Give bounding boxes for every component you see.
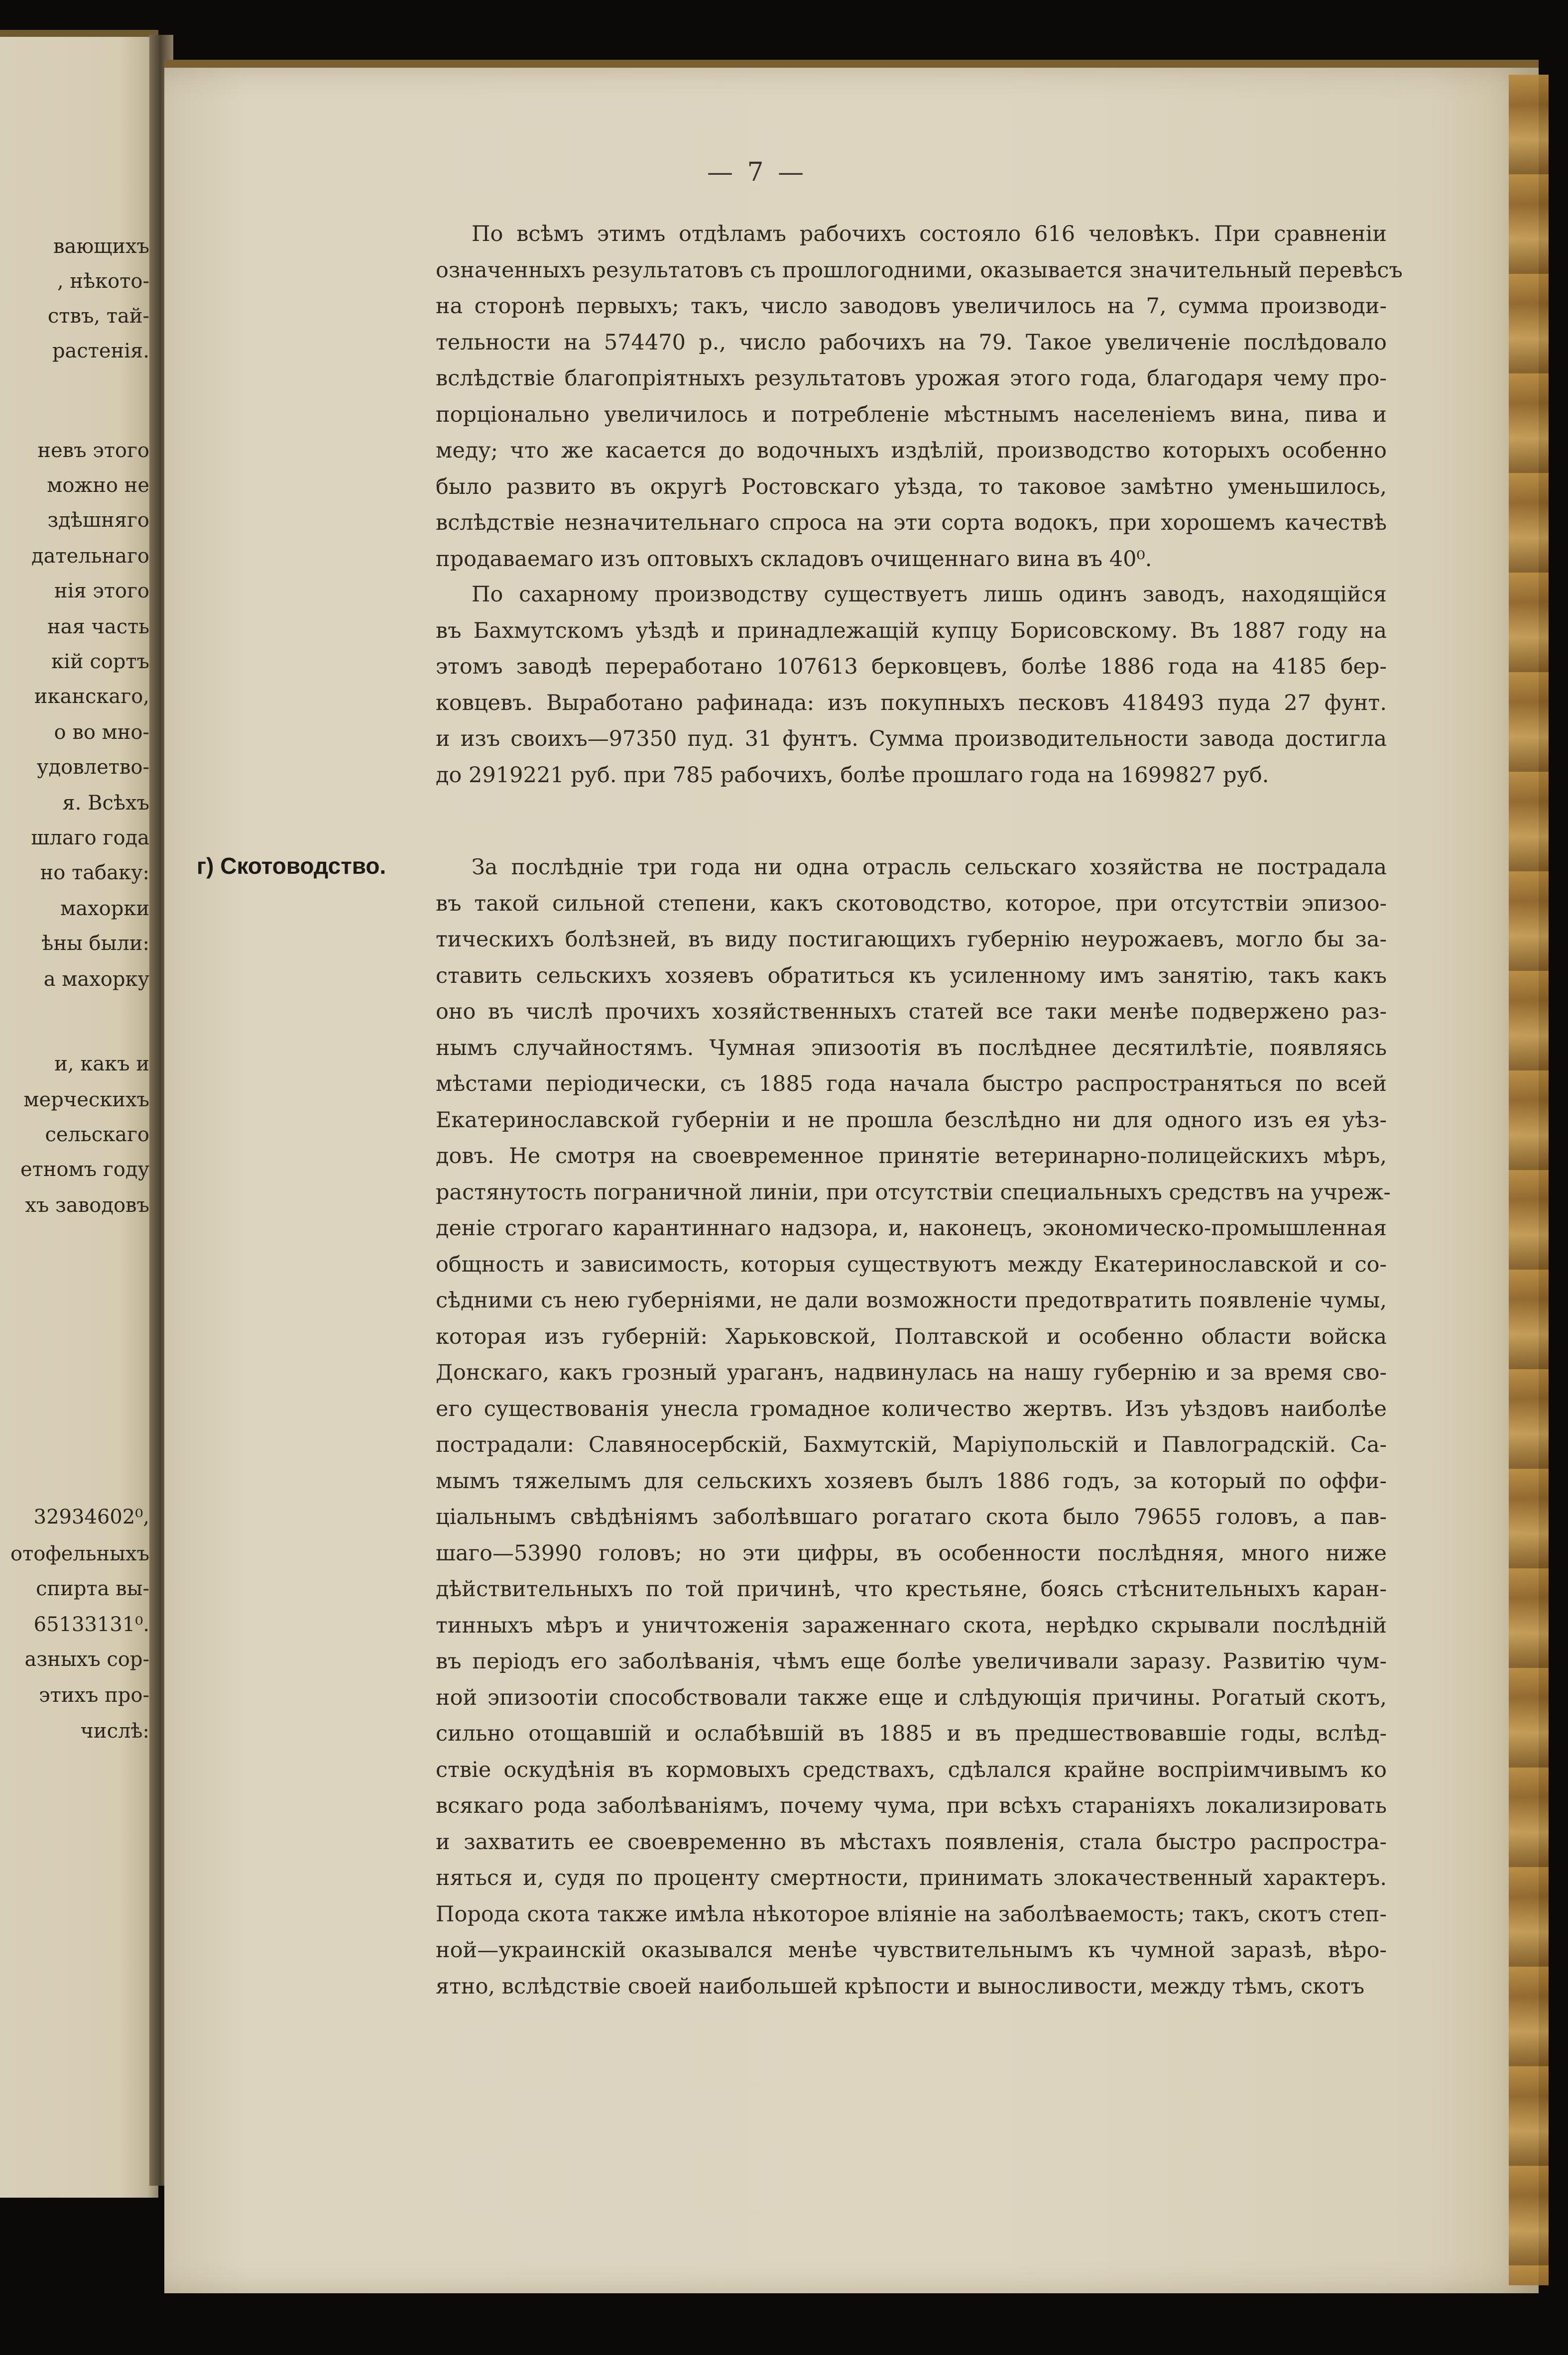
left-page-line: , нѣкото- bbox=[57, 270, 149, 293]
text-line: довъ. Не смотря на своевременное принятіе ветеринарно-полицейскихъ мѣръ, bbox=[436, 1144, 1387, 1169]
section-heading-livestock: г) Скотоводство. bbox=[197, 853, 386, 879]
left-page-line: ная часть bbox=[47, 615, 149, 638]
text-line: Екатеринославской губерніи и не прошла безслѣдно ни для одного изъ ея уѣз- bbox=[436, 1107, 1387, 1133]
left-page-line: 32934602⁰, bbox=[33, 1506, 149, 1529]
left-page-line: отофельныхъ bbox=[10, 1542, 149, 1565]
left-page-line: удовлетво- bbox=[36, 756, 149, 779]
text-line: тельности на 574470 р., число рабочихъ на 79. Такое увеличеніе послѣдовало bbox=[436, 330, 1387, 355]
page-edge bbox=[1509, 75, 1549, 2285]
left-page-line: махорки bbox=[60, 897, 149, 920]
left-page-line: числѣ: bbox=[80, 1720, 149, 1743]
left-page-line: ствъ, тай- bbox=[47, 305, 149, 328]
text-line: всякаго рода заболѣваніямъ, почему чума, при всѣхъ стараніяхъ локализировать bbox=[436, 1793, 1387, 1818]
left-page-line: кій сортъ bbox=[51, 650, 149, 673]
left-page-line: азныхъ сор- bbox=[24, 1648, 149, 1671]
left-page-line: спирта вы- bbox=[36, 1577, 149, 1600]
page-number: — 7 — bbox=[707, 157, 807, 187]
text-line: означенныхъ результатовъ съ прошлогодними, оказывается значительный перевѣсъ bbox=[436, 257, 1403, 283]
text-line: тинныхъ мѣръ и уничтоженія зараженнаго скота, нерѣдко скрывали послѣдній bbox=[436, 1613, 1387, 1638]
text-line: растянутость пограничной линіи, при отсутствіи специальныхъ средствъ на учреж- bbox=[436, 1179, 1391, 1205]
text-line: ствіе оскудѣнія въ кормовыхъ средствахъ, сдѣлался крайне воспріимчивымъ ко bbox=[436, 1757, 1387, 1782]
text-line: ной—украинскій оказывался менѣе чувствительнымъ къ чумной заразѣ, вѣро- bbox=[436, 1938, 1387, 1963]
left-page-line: растенія. bbox=[52, 340, 149, 362]
text-line: ковцевъ. Выработано рафинада: изъ покупныхъ песковъ 418493 пуда 27 фунт. bbox=[436, 690, 1387, 715]
text-line: общность и зависимость, которыя существуютъ между Екатеринославской и со- bbox=[436, 1252, 1387, 1277]
left-page-line: шлаго года bbox=[31, 826, 149, 849]
text-line: было развито въ округѣ Ростовскаго уѣзда, то таковое замѣтно уменьшилось, bbox=[436, 474, 1387, 499]
text-line: вслѣдствіе благопріятныхъ результатовъ урожая этого года, благодаря чему про- bbox=[436, 366, 1387, 391]
text-line: меду; что же касается до водочныхъ издѣлій, производство которыхъ особенно bbox=[436, 438, 1387, 463]
left-page-line: мерческихъ bbox=[23, 1088, 149, 1111]
left-page-line: о во мно- bbox=[54, 721, 149, 744]
left-page-line: можно не bbox=[47, 474, 149, 497]
left-page-line: этихъ про- bbox=[39, 1684, 149, 1707]
text-line: которая изъ губерній: Харьковской, Полтавской и особенно области войска bbox=[436, 1324, 1387, 1349]
left-page-line: а махорку bbox=[43, 968, 149, 991]
text-line: За послѣдніе три года ни одна отрасль сельскаго хозяйства не пострадала bbox=[472, 855, 1387, 880]
text-line: По всѣмъ этимъ отдѣламъ рабочихъ состояло 616 человѣкъ. При сравненіи bbox=[472, 222, 1387, 246]
text-line: нымъ случайностямъ. Чумная эпизоотія въ послѣднее десятилѣтіе, появляясь bbox=[436, 1035, 1387, 1060]
left-page bbox=[0, 30, 158, 2198]
left-page-line: нія этого bbox=[54, 580, 149, 602]
text-line: продаваемаго изъ оптовыхъ складовъ очищеннаго вина въ 40⁰. bbox=[436, 546, 1152, 572]
text-line: и захватить ее своевременно въ мѣстахъ появленія, стала быстро распростра- bbox=[436, 1829, 1387, 1855]
text-line: Порода скота также имѣла нѣкоторое вліяніе на заболѣваемость; такъ, скотъ степ- bbox=[436, 1901, 1387, 1927]
left-page-line: иканскаго, bbox=[34, 685, 149, 708]
text-line: на сторонѣ первыхъ; такъ, число заводовъ увеличилось на 7, сумма производи- bbox=[436, 294, 1387, 319]
text-line: Донскаго, какъ грозный ураганъ, надвинулась на нашу губернію и за время сво- bbox=[436, 1360, 1387, 1385]
left-page-line: невъ этого bbox=[37, 439, 149, 462]
left-page-line: но табаку: bbox=[40, 861, 149, 884]
left-page-line: я. Всѣхъ bbox=[62, 792, 149, 815]
text-line: сильно отощавшій и ослабѣвшій въ 1885 и въ предшествовавшіе годы, вслѣд- bbox=[436, 1721, 1387, 1746]
text-line: мымъ тяжелымъ для сельскихъ хозяевъ былъ 1886 годъ, за который по оффи- bbox=[436, 1468, 1387, 1494]
text-line: вслѣдствіе незначительнаго спроса на эти сорта водокъ, при хорошемъ качествѣ bbox=[436, 510, 1387, 535]
text-line: тическихъ болѣзней, въ виду постигающихъ губернію неурожаевъ, могло бы за- bbox=[436, 927, 1387, 952]
text-line: въ такой сильной степени, какъ скотоводство, которое, при отсутствіи эпизоо- bbox=[436, 891, 1387, 916]
left-page-line: дательнаго bbox=[31, 545, 149, 568]
text-line: его существованія унесла громадное количество жертвъ. Изъ уѣздовъ наиболѣе bbox=[436, 1396, 1387, 1421]
text-line: няться и, судя по проценту смертности, принимать злокачественный характеръ. bbox=[436, 1866, 1387, 1890]
text-line: сѣдними съ нею губерніями, не дали возможности предотвратить появленіе чумы, bbox=[436, 1288, 1387, 1313]
text-line: мѣстами періодически, съ 1885 года начала быстро распространяться по всей bbox=[436, 1071, 1387, 1096]
text-line: ной эпизоотіи способствовали также еще и слѣдующія причины. Рогатый скотъ, bbox=[436, 1685, 1387, 1710]
text-line: порціонально увеличилось и потребленіе мѣстнымъ населеніемъ вина, пива и bbox=[436, 402, 1387, 427]
text-line: ятно, вслѣдствіе своей наибольшей крѣпости и выносливости, между тѣмъ, скотъ bbox=[436, 1974, 1365, 1999]
text-line: шаго—53990 головъ; но эти цифры, въ особенности послѣдняя, много ниже bbox=[436, 1540, 1387, 1566]
paragraph bbox=[436, 849, 1391, 2004]
left-page-line: здѣшняго bbox=[47, 509, 149, 532]
left-page-line: вающихъ bbox=[53, 235, 149, 258]
text-line: въ Бахмутскомъ уѣздѣ и принадлежащій купцу Борисовскому. Въ 1887 году на bbox=[436, 618, 1387, 643]
paragraph bbox=[436, 577, 1387, 793]
text-line: ставить сельскихъ хозяевъ обратиться къ усиленному имъ занятію, такъ какъ bbox=[436, 963, 1387, 988]
text-line: По сахарному производству существуетъ лишь одинъ заводъ, находящійся bbox=[472, 582, 1387, 607]
text-line: дѣйствительныхъ по той причинѣ, что крестьяне, боясь стѣснительныхъ каран- bbox=[436, 1577, 1387, 1602]
text-line: въ періодъ его заболѣванія, чѣмъ еще болѣе увеличивали заразу. Развитію чум- bbox=[436, 1649, 1387, 1674]
left-page-line: хъ заводовъ bbox=[25, 1194, 149, 1217]
left-page-line: 65133131⁰. bbox=[33, 1613, 149, 1636]
text-line: этомъ заводѣ переработано 107613 берковцевъ, болѣе 1886 года на 4185 бер- bbox=[436, 654, 1387, 679]
text-line: до 2919221 руб. при 785 рабочихъ, болѣе прошлаго года на 1699827 руб. bbox=[436, 762, 1269, 788]
text-line: и изъ своихъ—97350 пуд. 31 фунтъ. Сумма производительности завода достигла bbox=[436, 726, 1387, 751]
text-line: деніе строгаго карантиннаго надзора, и, наконецъ, экономическо-промышленная bbox=[436, 1216, 1387, 1241]
left-page-line: ѣны были: bbox=[41, 932, 149, 955]
left-page-line: и, какъ и bbox=[54, 1053, 149, 1075]
text-line: пострадали: Славяносербскій, Бахмутскій, Маріупольскій и Павлоградскій. Са- bbox=[436, 1432, 1387, 1457]
text-line: оно въ числѣ прочихъ хозяйственныхъ статей все таки менѣе подвержено раз- bbox=[436, 999, 1387, 1024]
text-line: ціальнымъ свѣдѣніямъ заболѣвшаго рогатаго скота было 79655 головъ, а пав- bbox=[436, 1505, 1387, 1530]
paragraph bbox=[436, 216, 1403, 577]
left-page-line: сельскаго bbox=[45, 1123, 149, 1146]
left-page-line: етномъ году bbox=[20, 1158, 149, 1181]
